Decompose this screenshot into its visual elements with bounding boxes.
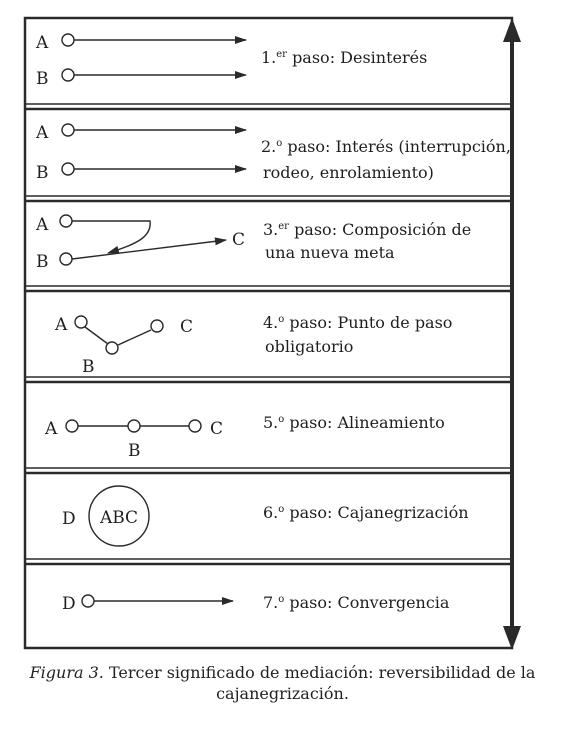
step-4-label-line2: obligatorio xyxy=(265,337,354,356)
node-a xyxy=(75,316,87,328)
step-7-label: 7.$^o$ paso: Convergencia xyxy=(263,593,450,612)
step-5-diagram xyxy=(44,419,223,461)
node-a xyxy=(62,34,74,46)
node-c xyxy=(189,420,201,432)
step-1-diagram xyxy=(35,33,246,89)
node-d xyxy=(82,595,94,607)
node-b xyxy=(128,420,140,432)
node-a xyxy=(66,420,78,432)
step-6-label: 6.$^o$ paso: Cajanegrización xyxy=(263,503,469,522)
node-label-a: A xyxy=(36,33,49,53)
step-3-label-line2: una nueva meta xyxy=(265,243,395,262)
node-label-a: A xyxy=(45,419,58,439)
arrow-a-curve xyxy=(72,221,150,253)
figure-caption xyxy=(0,662,565,704)
step-3-diagram xyxy=(35,215,245,272)
node-label-a: A xyxy=(55,315,68,335)
caption-line-1 xyxy=(0,662,565,683)
step-6-diagram xyxy=(62,486,149,546)
node-c xyxy=(151,320,163,332)
step-4-diagram xyxy=(54,315,193,377)
reversibility-arrow xyxy=(503,18,521,650)
step-3-label: 3.$^{er}$ paso: Composición de xyxy=(263,220,472,239)
node-label-d: D xyxy=(62,509,76,529)
caption-text: Tercer significado de mediación: reversibilidad de la xyxy=(103,663,536,682)
node-a xyxy=(60,215,72,227)
node-b xyxy=(62,69,74,81)
node-label-b: B xyxy=(128,441,141,461)
step-4-label: 4.$^o$ paso: Punto de paso xyxy=(263,313,453,332)
link-a-b xyxy=(85,327,108,344)
node-b xyxy=(62,163,74,175)
node-label-a: A xyxy=(36,215,49,235)
outer-frame xyxy=(25,18,512,648)
node-label-c: C xyxy=(232,230,246,250)
black-box-label: ABC xyxy=(99,508,139,528)
node-b xyxy=(60,253,72,265)
node-b xyxy=(106,342,118,354)
caption-figure-label: Figura 3. xyxy=(29,663,104,682)
caption-line-2: cajanegrización. xyxy=(216,684,349,703)
node-label-a: A xyxy=(36,123,49,143)
node-label-b: B xyxy=(36,163,49,183)
step-2-label: 2.$^o$ paso: Interés (interrupción, xyxy=(261,137,511,156)
step-2-label-line2: rodeo, enrolamiento) xyxy=(263,163,434,182)
step-1-label: 1.$^{er}$ paso: Desinterés xyxy=(261,48,428,67)
node-a xyxy=(62,124,74,136)
step-7-diagram xyxy=(62,594,233,614)
node-label-c: C xyxy=(210,419,224,439)
node-label-b: B xyxy=(36,69,49,89)
node-label-d: D xyxy=(62,594,76,614)
node-label-b: B xyxy=(82,357,95,377)
node-label-c: C xyxy=(180,317,194,337)
node-label-b: B xyxy=(36,252,49,272)
step-2-diagram xyxy=(35,123,246,183)
arrow-b-to-c xyxy=(72,240,226,259)
step-5-label: 5.$^o$ paso: Alineamiento xyxy=(263,413,445,432)
link-b-c xyxy=(118,330,151,345)
